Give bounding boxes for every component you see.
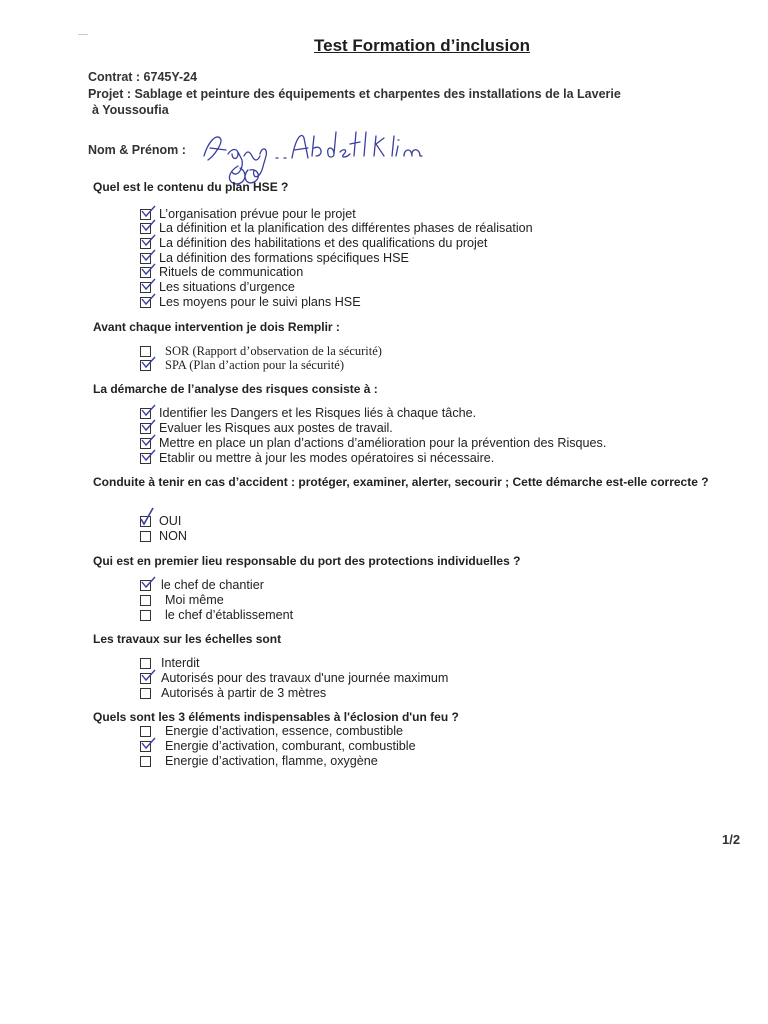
option-label: SOR (Rapport d’observation de la sécurité) (165, 344, 382, 358)
option-autorises-3m[interactable] (140, 686, 326, 700)
option-label: Energie d’activation, essence, combustible (165, 724, 404, 738)
option-organisation[interactable] (140, 207, 356, 221)
option-planification[interactable] (140, 221, 533, 235)
question-responsable-epi: Qui est en premier lieu responsable du port des protections individuelles ? (93, 554, 521, 568)
option-oui[interactable] (140, 514, 181, 528)
option-label: Evaluer les Risques aux postes de travail. (159, 421, 393, 435)
check-mark-icon (140, 356, 156, 370)
option-label: Les moyens pour le suivi plans HSE (159, 295, 361, 309)
check-mark-icon (140, 576, 156, 590)
checkbox-checked[interactable] (140, 267, 151, 278)
option-sor[interactable] (140, 344, 382, 359)
check-mark-icon (140, 219, 156, 233)
checkbox-unchecked[interactable] (140, 610, 151, 621)
check-mark-icon (140, 737, 156, 751)
option-evaluer[interactable] (140, 421, 393, 435)
option-label: Identifier les Dangers et les Risques liés à chaque tâche. (159, 406, 477, 420)
option-label: La définition des habilitations et des qualifications du projet (159, 236, 488, 250)
option-spa[interactable] (140, 358, 344, 373)
option-autorises-journee[interactable] (140, 671, 448, 685)
checkbox-checked[interactable] (140, 238, 151, 249)
checkbox-checked[interactable] (140, 297, 151, 308)
project-line-2: à Youssoufia (92, 103, 169, 117)
check-mark-icon (140, 512, 156, 526)
option-label: le chef d’établissement (165, 608, 294, 622)
checkbox-unchecked[interactable] (140, 688, 151, 699)
checkbox-checked[interactable] (140, 741, 151, 752)
question-avant-intervention: Avant chaque intervention je dois Remplir : (93, 320, 340, 334)
option-label: Etablir ou mettre à jour les modes opératoires si nécessaire. (159, 451, 495, 465)
option-chef-etablissement[interactable] (140, 608, 293, 622)
check-mark-icon (140, 449, 156, 463)
checkbox-checked[interactable] (140, 516, 151, 527)
check-mark-icon (140, 669, 156, 683)
check-mark-icon (140, 278, 156, 292)
question-conduite-accident: Conduite à tenir en cas d’accident : protéger, examiner, alerter, secourir ; Cette démarche est-elle correcte ? (93, 475, 709, 489)
scan-artifact (78, 34, 88, 35)
check-mark-icon (140, 234, 156, 248)
option-non[interactable] (140, 529, 187, 543)
page-title: Test Formation d’inclusion (314, 36, 530, 55)
option-label: OUI (159, 514, 182, 528)
option-rituels[interactable] (140, 265, 303, 279)
option-label: L’organisation prévue pour le projet (159, 207, 356, 221)
option-label: Moi même (165, 593, 224, 607)
question-eclosion-feu: Quels sont les 3 éléments indispensables à l'éclosion d'un feu ? (93, 710, 459, 724)
option-comburant[interactable] (140, 739, 416, 753)
option-label: Rituels de communication (159, 265, 304, 279)
option-moi-meme[interactable] (140, 593, 224, 607)
page-number: 1/2 (722, 832, 741, 847)
option-urgence[interactable] (140, 280, 295, 294)
contract-number: Contrat : 6745Y-24 (88, 70, 198, 84)
option-habilitations[interactable] (140, 236, 487, 250)
option-identifier[interactable] (140, 406, 476, 420)
option-suivi[interactable] (140, 295, 361, 309)
option-chef-chantier[interactable] (140, 578, 264, 592)
check-mark-icon (140, 293, 156, 307)
checkbox-unchecked[interactable] (140, 726, 151, 737)
checkbox-unchecked[interactable] (140, 756, 151, 767)
option-label: Autorisés pour des travaux d'une journée maximum (161, 671, 449, 685)
option-label: La définition et la planification des différentes phases de réalisation (159, 221, 533, 235)
check-mark-icon (140, 205, 156, 219)
checkbox-checked[interactable] (140, 453, 151, 464)
option-label: Interdit (161, 656, 200, 670)
checkbox-unchecked[interactable] (140, 658, 151, 669)
question-analyse-risques: La démarche de l’analyse des risques consiste à : (93, 382, 378, 396)
checkbox-checked[interactable] (140, 580, 151, 591)
checkbox-unchecked[interactable] (140, 531, 151, 542)
handwritten-name-signature (198, 126, 458, 188)
project-line-1: Projet : Sablage et peinture des équipements et charpentes des installations de la Laverie (88, 87, 621, 101)
option-label: Energie d’activation, flamme, oxygène (165, 754, 378, 768)
question-hse-plan: Quel est le contenu du plan HSE ? (93, 180, 289, 194)
option-label: Les situations d’urgence (159, 280, 295, 294)
option-label: Autorisés à partir de 3 mètres (161, 686, 327, 700)
check-mark-icon (140, 419, 156, 433)
option-flamme[interactable] (140, 754, 378, 768)
checkbox-checked[interactable] (140, 673, 151, 684)
option-essence[interactable] (140, 724, 403, 738)
option-label: le chef de chantier (161, 578, 264, 592)
checkbox-unchecked[interactable] (140, 595, 151, 606)
option-mettre-en-place[interactable] (140, 436, 606, 450)
question-echelles: Les travaux sur les échelles sont (93, 632, 282, 646)
option-label: SPA (Plan d’action pour la sécurité) (165, 358, 345, 372)
check-mark-icon (140, 249, 156, 263)
check-mark-icon (140, 434, 156, 448)
checkbox-checked[interactable] (140, 360, 151, 371)
check-mark-icon (140, 263, 156, 277)
checkbox-checked[interactable] (140, 223, 151, 234)
checkbox-checked[interactable] (140, 423, 151, 434)
name-label: Nom & Prénom : (88, 143, 186, 157)
checkbox-checked[interactable] (140, 408, 151, 419)
checkbox-checked[interactable] (140, 282, 151, 293)
option-label: NON (159, 529, 187, 543)
option-etablir[interactable] (140, 451, 494, 465)
option-label: Energie d’activation, comburant, combustible (165, 739, 416, 753)
check-mark-icon (140, 404, 156, 418)
option-label: Mettre en place un plan d’actions d’amélioration pour la prévention des Risques. (159, 436, 607, 450)
option-formations[interactable] (140, 251, 409, 265)
checkbox-checked[interactable] (140, 438, 151, 449)
option-label: La définition des formations spécifiques HSE (159, 251, 409, 265)
